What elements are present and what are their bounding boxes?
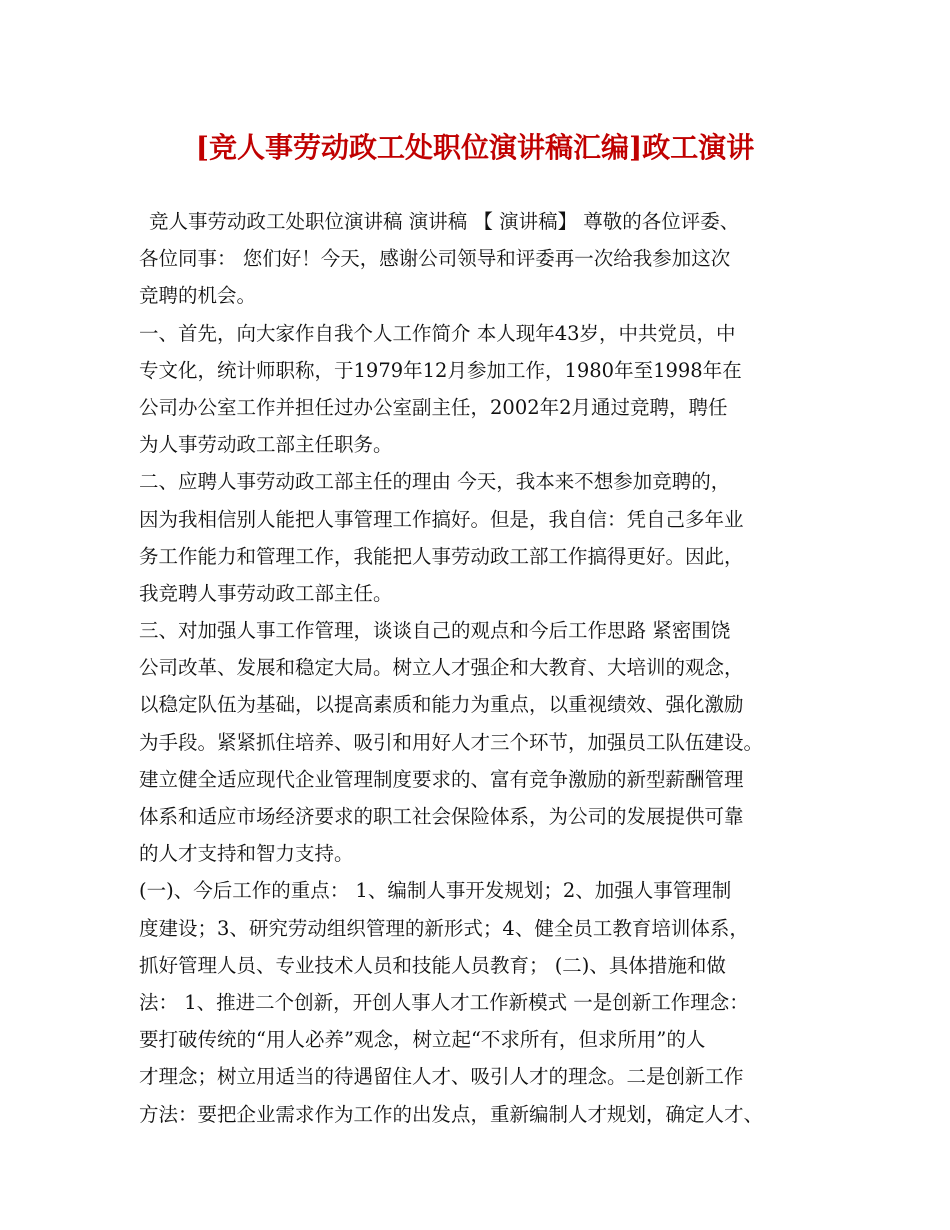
- text-line: 方法：要把企业需求作为工作的出发点，重新编制人才规划，确定人才、: [139, 1102, 764, 1126]
- text-line: 二、应聘人事劳动政工部主任的理由 今天，我本来不想参加竞聘的，: [139, 470, 731, 494]
- document-body: [139, 203, 829, 1133]
- text-line: 一、首先，向大家作自我个人工作简介 本人现年43岁，中共党员，中: [139, 321, 736, 345]
- document-title: [竞人事劳动政工处职位演讲稿汇编]政工演讲: [195, 131, 755, 164]
- text-line: 竞人事劳动政工处职位演讲稿 演讲稿 【 演讲稿】 尊敬的各位评委、: [149, 210, 740, 233]
- text-line: 专文化，统计师职称，于1979年12月参加工作，1980年至1998年在: [139, 358, 742, 382]
- text-line: 竞聘的机会。: [139, 284, 257, 308]
- text-line: 度建设；3、研究劳动组织管理的新形式；4、健全员工教育培训体系，: [139, 916, 749, 940]
- text-line: 我竞聘人事劳动政工部主任。: [139, 581, 393, 605]
- text-line: 抓好管理人员、专业技术人员和技能人员教育； (二)、具体措施和做: [139, 953, 726, 977]
- text-line: 因为我相信别人能把人事管理工作搞好。但是，我自信：凭自己多年业: [139, 507, 744, 531]
- text-line: 公司改革、发展和稳定大局。树立人才强企和大教育、大培训的观念，: [139, 656, 744, 680]
- text-line: 务工作能力和管理工作，我能把人事劳动政工部工作搞得更好。因此，: [139, 544, 744, 568]
- text-line: 三、对加强人事工作管理，谈谈自己的观点和今后工作思路 紧密围饶: [139, 619, 731, 643]
- text-line: 各位同事： 您们好！今天，感谢公司领导和评委再一次给我参加这次: [139, 247, 731, 271]
- text-line: 建立健全适应现代企业管理制度要求的、富有竞争激励的新型薪酬管理: [139, 767, 744, 791]
- text-line: 公司办公室工作并担任过办公室副主任，2002年2月通过竞聘，聘任: [139, 395, 728, 419]
- text-line: 才理念；树立用适当的待遇留住人才、吸引人才的理念。二是创新工作: [139, 1065, 744, 1089]
- text-line: 法： 1、推进二个创新，开创人事人才工作新模式 一是创新工作理念：: [139, 990, 749, 1014]
- text-line: 以稳定队伍为基础，以提高素质和能力为重点，以重视绩效、强化激励: [139, 693, 744, 717]
- text-line: (一)、今后工作的重点： 1、编制人事开发规划；2、加强人事管理制: [139, 879, 732, 903]
- text-line: 为人事劳动政工部主任职务。: [139, 433, 393, 457]
- text-line: 体系和适应市场经济要求的职工社会保险体系，为公司的发展提供可靠: [139, 805, 744, 828]
- text-line: 为手段。紧紧抓住培养、吸引和用好人才三个环节，加强员工队伍建设。: [139, 730, 764, 754]
- text-line: 的人才支持和智力支持。: [139, 842, 354, 866]
- text-line: 要打破传统的“用人必养”观念，树立起“不求所有，但求所用”的人: [139, 1028, 706, 1052]
